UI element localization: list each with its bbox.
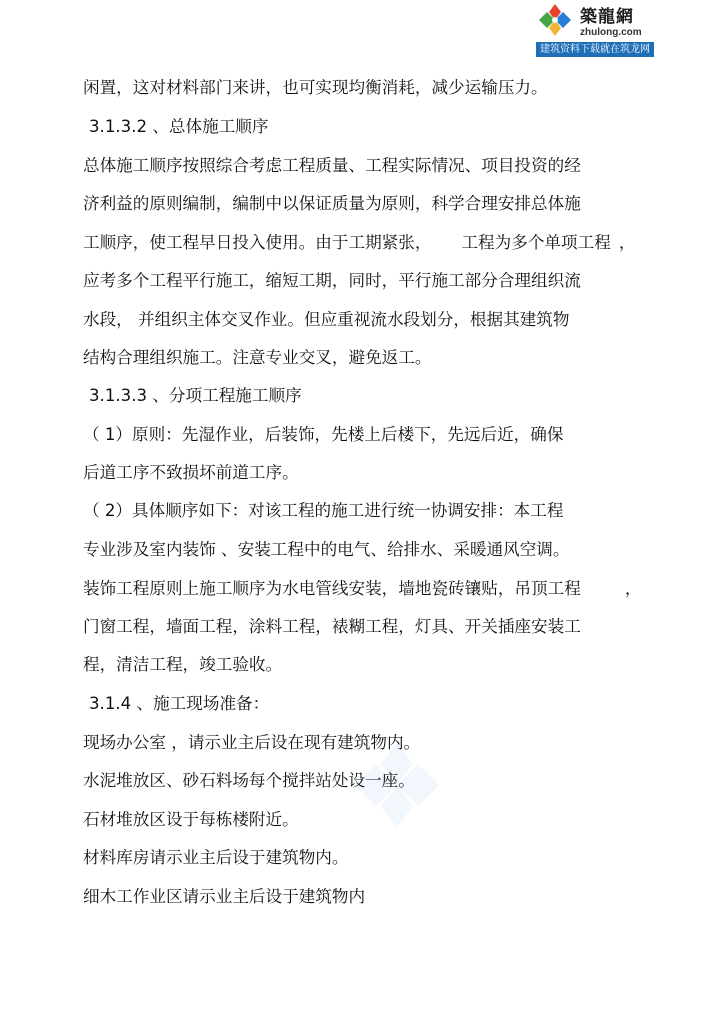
paragraph-line: 材料库房请示业主后设于建筑物内。 [83, 848, 349, 867]
paragraph-line: 总体施工顺序按照综合考虑工程质量、工程实际情况、项目投资的经 [83, 156, 581, 175]
zhulong-logo [534, 0, 656, 58]
paragraph-line: 石材堆放区设于每栋楼附近。 [83, 810, 299, 829]
logo-url: zhulong.com [580, 27, 642, 38]
logo-banner: 建筑资料下载就在筑龙网 [536, 42, 654, 57]
paragraph-line: 现场办公室 ，请示业主后设在现有建筑物内。 [83, 733, 421, 752]
paragraph-line: （ 1）原则：先湿作业，后装饰，先楼上后楼下，先远后近，确保 [83, 425, 564, 444]
paragraph-line: 应考多个工程平行施工，缩短工期，同时，平行施工部分合理组织流 [83, 271, 581, 290]
logo-name: 築龍網 [580, 7, 634, 27]
paragraph-line: 水段， 并组织主体交叉作业。但应重视流水段划分，根据其建筑物 [83, 310, 570, 329]
section-heading: 3.1.3.3 、分项工程施工顺序 [89, 386, 302, 405]
paragraph-line: 门窗工程，墙面工程，涂料工程，裱糊工程，灯具、开关插座安装工 [83, 617, 581, 636]
section-heading: 3.1.4 、施工现场准备： [89, 694, 270, 713]
paragraph-line: 济利益的原则编制，编制中以保证质量为原则，科学合理安排总体施 [83, 194, 581, 213]
zhulong-logo-icon [538, 3, 572, 37]
paragraph-line: 程，清洁工程，竣工验收。 [83, 655, 283, 674]
paragraph-line: 工顺序，使工程早日投入使用。由于工期紧张， 工程为多个单项工程 ， [83, 233, 636, 252]
paragraph-line: 细木工作业区请示业主后设于建筑物内 [83, 887, 366, 906]
paragraph-line: 后道工序不致损坏前道工序。 [83, 463, 299, 482]
paragraph-line: 装饰工程原则上施工顺序为水电管线安装，墙地瓷砖镶贴，吊顶工程 ， [83, 579, 642, 598]
paragraph-line: 专业涉及室内装饰 、安装工程中的电气、给排水、采暖通风空调。 [83, 540, 570, 559]
paragraph-line: 水泥堆放区、砂石料场每个搅拌站处设一座。 [83, 771, 415, 790]
paragraph-line: （ 2）具体顺序如下：对该工程的施工进行统一协调安排：本工程 [83, 501, 564, 520]
section-heading: 3.1.3.2 、总体施工顺序 [89, 117, 269, 136]
paragraph-line: 闲置，这对材料部门来讲，也可实现均衡消耗，减少运输压力。 [83, 78, 548, 97]
paragraph-line: 结构合理组织施工。注意专业交叉，避免返工。 [83, 348, 432, 367]
